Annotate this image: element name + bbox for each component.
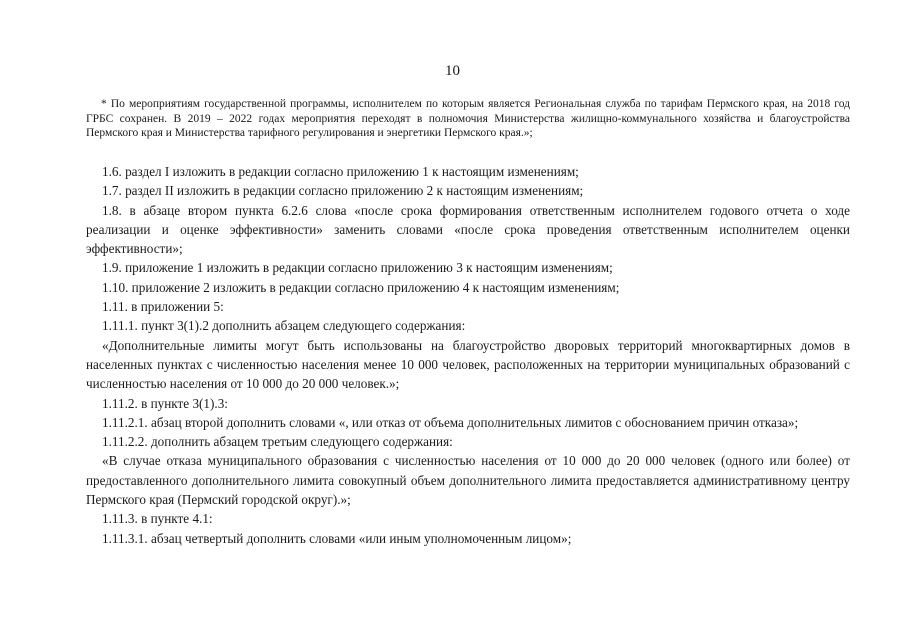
page-number: 10 bbox=[445, 63, 460, 79]
paragraph-1-11-3: 1.11.3. в пункте 4.1: bbox=[102, 511, 213, 527]
paragraph-1-11-3-1: 1.11.3.1. абзац четвертый дополнить словами «или иным уполномоченным лицом»; bbox=[102, 530, 572, 546]
paragraph-1-6: 1.6. раздел I изложить в редакции согласно приложению 1 к настоящим изменениям; bbox=[102, 164, 579, 179]
quoted-paragraph-refusal-case: «В случае отказа муниципального образования с численностью населения от 10 000 до 20 000 человек (одного или более) от предоставленного дополнительного лимита совокупный объем дополнительного лимита предоставляется административному центру Пермского края (Пермский городской округ).»; bbox=[86, 453, 850, 508]
document-body bbox=[86, 162, 850, 548]
paragraph-1-11: 1.11. в приложении 5: bbox=[102, 299, 224, 315]
quoted-paragraph-additional-limits: «Дополнительные лимиты могут быть использованы на благоустройство дворовых территорий многоквартирных домов в населенных пунктах с численностью населения менее 10 000 человек, расположенных на территории муниципальных образований с численностью населения от 10 000 до 20 000 человек.»; bbox=[86, 337, 850, 392]
paragraph-1-8: 1.8. в абзаце втором пункта 6.2.6 слова «после срока формирования ответственным исполнителем годового отчета о ходе реализации и оценке эффективности» заменить словами «после срока проведения ответственным исполнителем оценки эффективности»; bbox=[86, 202, 850, 257]
footnote: * По мероприятиям государственной программы, исполнителем по которым является Региональная служба по тарифам Пермского края, на 2018 год ГРБС сохранен. В 2019 – 2022 годах мероприятия переходят в полномочия Министерства жилищно-коммунального хозяйства и благоустройства Пермского края и Министерства тарифного регулирования и энергетики Пермского края.»; bbox=[86, 98, 850, 139]
paragraph-1-7: 1.7. раздел II изложить в редакции согласно приложению 2 к настоящим изменениям; bbox=[102, 183, 584, 199]
paragraph-1-10: 1.10. приложение 2 изложить в редакции согласно приложению 4 к настоящим изменениям; bbox=[102, 279, 620, 295]
paragraph-1-11-1: 1.11.1. пункт 3(1).2 дополнить абзацем следующего содержания: bbox=[102, 318, 466, 334]
paragraph-1-9: 1.9. приложение 1 изложить в редакции согласно приложению 3 к настоящим изменениям; bbox=[102, 260, 613, 276]
paragraph-1-11-2: 1.11.2. в пункте 3(1).3: bbox=[102, 395, 228, 411]
paragraph-1-11-2-2: 1.11.2.2. дополнить абзацем третьим следующего содержания: bbox=[102, 434, 453, 450]
paragraph-1-11-2-1: 1.11.2.1. абзац второй дополнить словами «, или отказ от объема дополнительных лимитов с обоснованием причин отказа»; bbox=[102, 414, 799, 430]
